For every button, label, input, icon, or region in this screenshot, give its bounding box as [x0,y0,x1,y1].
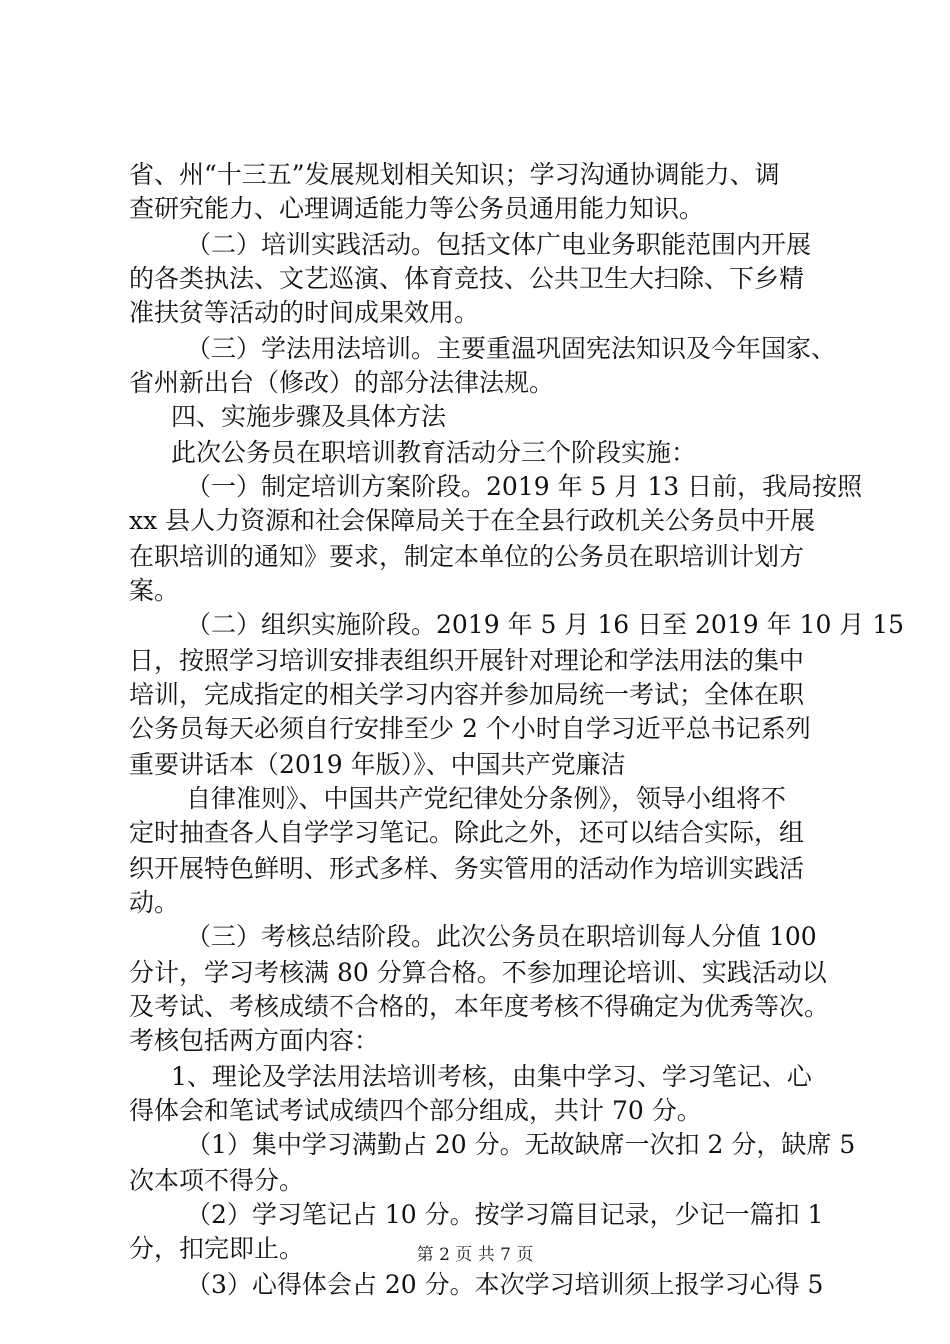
text-line: 的各类执法、文艺巡演、体育竞技、公共卫生大扫除、下乡精 [129,264,805,293]
text-line: （一）制定培训方案阶段。2019 年 5 月 13 日前，我局按照 [186,472,863,501]
text-line: 分计，学习考核满 80 分算合格。不参加理论培训、实践活动以 [129,958,827,987]
text-line: 查研究能力、心理调适能力等公务员通用能力知识。 [129,194,705,223]
text-line: xx 县人力资源和社会保障局关于在全县行政机关公务员中开展 [129,506,816,535]
text-line: 定时抽查各人自学学习笔记。除此之外，还可以结合实际，组 [129,818,805,847]
text-line: 省、州“十三五”发展规划相关知识；学习沟通协调能力、调 [129,160,780,189]
text-line: 自律准则》、中国共产党纪律处分条例》，领导小组将不 [186,784,787,813]
text-line: 日，按照学习培训安排表组织开展针对理论和学法用法的集中 [129,646,805,675]
text-line: 织开展特色鲜明、形式多样、务实管用的活动作为培训实践活 [129,854,805,883]
text-line: 得体会和笔试考试成绩四个部分组成，共计 70 分。 [129,1096,702,1125]
text-line: 考核包括两方面内容： [129,1026,380,1055]
text-line: 重要讲话本（2019 年版）》、中国共产党廉洁 [129,750,626,779]
page-footer: 第 2 页 共 7 页 [416,1245,534,1265]
text-line: （1）集中学习满勤占 20 分。无故缺席一次扣 2 分，缺席 5 [186,1130,856,1159]
text-line: （二）培训实践活动。包括文体广电业务职能范围内开展 [186,230,812,259]
text-line: 分，扣完即止。 [129,1234,305,1263]
text-line: （2）学习笔记占 10 分。按学习篇目记录，少记一篇扣 1 [186,1200,824,1229]
text-line: （三）考核总结阶段。此次公务员在职培训每人分值 100 [186,922,817,951]
text-line: （三）学法用法培训。主要重温巩固宪法知识及今年国家、 [186,334,837,363]
text-line: （3）心得体会占 20 分。本次学习培训须上报学习心得 5 [186,1270,824,1299]
text-line: 1、理论及学法用法培训考核，由集中学习、学习笔记、心 [171,1062,812,1091]
text-line: 准扶贫等活动的时间成果效用。 [129,298,480,327]
text-line: 动。 [129,888,180,917]
text-line: 次本项不得分。 [129,1166,305,1195]
text-line: 培训，完成指定的相关学习内容并参加局统一考试；全体在职 [129,680,805,709]
text-line: 此次公务员在职培训教育活动分三个阶段实施： [171,438,697,467]
text-line: 公务员每天必须自行安排至少 2 个小时自学习近平总书记系列 [129,714,811,743]
text-line: （二）组织实施阶段。2019 年 5 月 16 日至 2019 年 10 月 15 [186,610,905,639]
text-line: 四、实施步骤及具体方法 [171,402,447,431]
text-line: 省州新出台（修改）的部分法律法规。 [129,368,555,397]
text-line: 及考试、考核成绩不合格的，本年度考核不得确定为优秀等次。 [129,992,830,1021]
text-line: 案。 [129,576,180,605]
text-line: 在职培训的通知》要求，制定本单位的公务员在职培训计划方 [129,542,805,571]
